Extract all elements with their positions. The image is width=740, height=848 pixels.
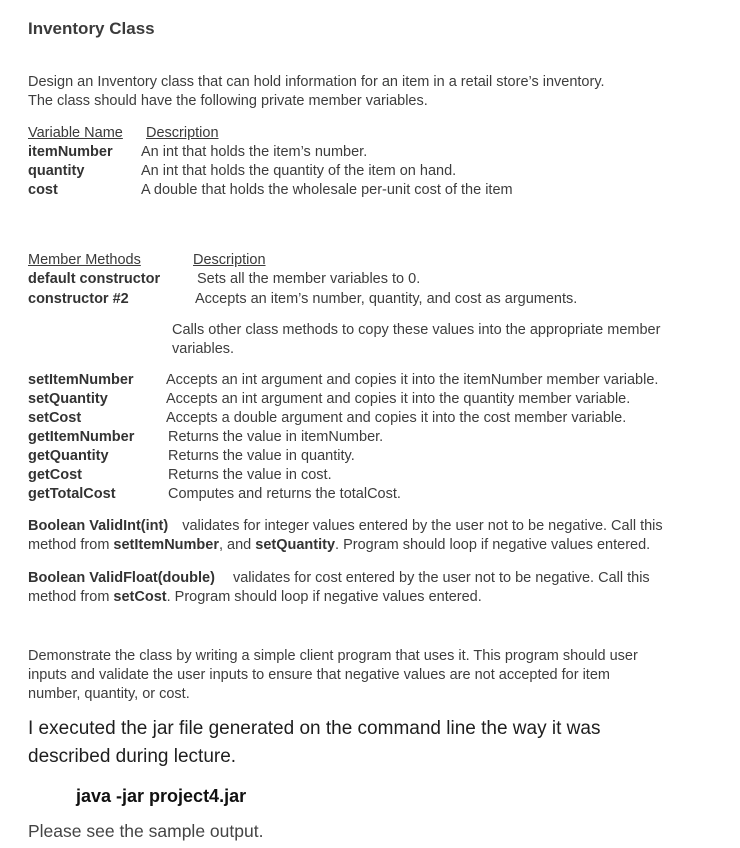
page-title: Inventory Class	[28, 19, 155, 38]
method-reference: setQuantity	[255, 537, 336, 553]
variable-name: cost	[28, 182, 58, 198]
method-name: getTotalCost	[28, 486, 116, 502]
intro-line-1: Design an Inventory class that can hold information for an item in a retail store’s inventory.	[28, 74, 605, 90]
intro-line-2: The class should have the following private member variables.	[28, 93, 428, 109]
method-reference: setItemNumber	[113, 537, 219, 553]
command-line: java -jar project4.jar	[76, 786, 247, 806]
valid-float-text: validates for cost entered by the user not to be negative. Call this	[232, 570, 650, 586]
method-desc: Returns the value in quantity.	[168, 448, 355, 464]
intro-paragraph	[28, 73, 605, 111]
variables-header-name: Variable Name	[28, 125, 123, 141]
executed-line: I executed the jar file generated on the command line the way it was	[28, 718, 601, 739]
method-name: getItemNumber	[28, 429, 135, 445]
method-desc: Accepts an int argument and copies it into the quantity member variable.	[166, 391, 631, 407]
method-name: setQuantity	[28, 391, 108, 407]
method-name: constructor #2	[28, 291, 129, 307]
method-reference: setCost	[113, 589, 167, 605]
method-desc: Returns the value in cost.	[168, 467, 332, 483]
demo-paragraph	[28, 647, 638, 704]
executed-paragraph	[28, 715, 600, 771]
valid-int-text: method from	[28, 537, 114, 553]
valid-int-text: , and	[218, 537, 256, 553]
method-desc: Accepts an item’s number, quantity, and cost as arguments.	[195, 291, 578, 307]
variable-desc: An int that holds the item’s number.	[141, 144, 368, 160]
variable-desc: A double that holds the wholesale per-unit cost of the item	[141, 182, 513, 198]
valid-float-text: method from	[28, 589, 114, 605]
variable-name: itemNumber	[28, 144, 113, 160]
valid-int-signature: Boolean ValidInt(int)	[28, 518, 169, 534]
closing-note: Please see the sample output.	[28, 821, 264, 841]
variable-name: quantity	[28, 163, 85, 179]
valid-int-text: . Program should loop if negative values entered.	[335, 537, 651, 553]
method-name: setItemNumber	[28, 372, 134, 388]
demo-line: inputs and validate the user inputs to ensure that negative values are not accepted for item	[28, 667, 610, 683]
method-desc: Computes and returns the totalCost.	[168, 486, 401, 502]
valid-float-signature: Boolean ValidFloat(double)	[28, 570, 215, 586]
method-name: getQuantity	[28, 448, 109, 464]
methods-header-desc: Description	[193, 252, 266, 268]
variables-header-desc: Description	[146, 125, 219, 141]
methods-header-name: Member Methods	[28, 252, 141, 268]
demo-line: Demonstrate the class by writing a simple client program that uses it. This program should user	[28, 648, 638, 664]
valid-float-paragraph	[28, 569, 650, 607]
method-name: default constructor	[28, 271, 161, 287]
valid-int-paragraph	[28, 517, 663, 555]
method-desc: Accepts an int argument and copies it into the itemNumber member variable.	[166, 372, 659, 388]
method-desc: Sets all the member variables to 0.	[197, 271, 421, 287]
method-desc: Accepts a double argument and copies it into the cost member variable.	[166, 410, 627, 426]
method-desc: Returns the value in itemNumber.	[168, 429, 384, 445]
executed-line: described during lecture.	[28, 746, 237, 767]
variable-desc: An int that holds the quantity of the item on hand.	[141, 163, 457, 179]
constructor-note: Calls other class methods to copy these values into the appropriate member variables.	[172, 322, 661, 357]
demo-line: number, quantity, or cost.	[28, 686, 190, 702]
method-name: getCost	[28, 467, 82, 483]
valid-float-text: . Program should loop if negative values entered.	[166, 589, 482, 605]
valid-int-text: validates for integer values entered by the user not to be negative. Call this	[182, 518, 663, 534]
method-name: setCost	[28, 410, 82, 426]
